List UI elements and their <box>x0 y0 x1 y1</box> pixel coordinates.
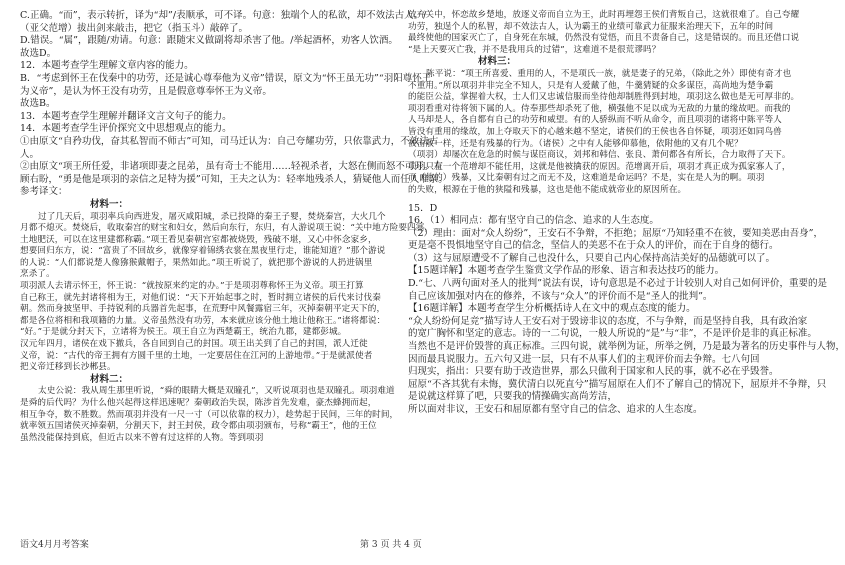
text-line: 因而最具说服力。五六句又进一层，只有不从事人们的主观评价而去争辩。七八句回 <box>408 353 760 365</box>
text-line: 当然也不是评价毁誉的真正标准。三四句说，就举例为证，所举之例，乃是最为著名的历史事件与人物， <box>408 341 845 353</box>
footer-title: 语文4月月考答案 <box>20 540 89 550</box>
material1-translation <box>20 211 434 374</box>
text-line: 陈平说：“项王所喜爱、重用的人，不是项氏一族，就是妻子的兄弟，（除此之外）即使有奇才也 <box>426 68 792 79</box>
material1-heading: 材料一： <box>90 198 129 210</box>
text-line: D.“七、八两句面对圣人的批判”说法有误，诗句意思是不必过于计较别人对自己如何评价，重要的是 <box>408 278 828 290</box>
text-line: 想要回归东方，说：“富贵了不回故乡，就像穿着锦绣衣裳在黑夜里行走，谁能知道？”那个游说 <box>20 246 386 257</box>
text-line: 最终使他的国家灭亡了，自身死在东城，仍然没有觉悟，而且不责备自己，这是错误的。而且还借口说 <box>408 33 800 44</box>
text-line: 朝。然而身披坚甲、手持锐利的兵器首先起事，在荒野中风餐露宿三年，灭掉秦朝平定天下的， <box>20 304 386 315</box>
text-line: 人。 <box>20 148 40 160</box>
text-line: 故选B。 <box>20 98 56 110</box>
text-line: 放弃关中，怀恋故乡楚地，放逐义帝而自立为王，此时再埋怨王侯们背叛自己，这就很难了。自己夸耀 <box>408 10 800 20</box>
answer-analysis-11-14 <box>20 10 448 199</box>
text-line: 虽然没能保持到底，但近古以来不曾有过这样的人物。等到项羽 <box>20 432 264 443</box>
text-line: 项羽派人去请示怀王，怀王说：“就按原来约定的办。”于是项羽尊称怀王为义帝。项王打算 <box>20 281 364 292</box>
text-line: ②由原文“项王所任爱，非诸项即妻之昆弟，虽有奇士不能用……轻视杀者，大怒在侧而怒不可开。左 <box>20 161 443 173</box>
text-line: 12．本题考查学生理解文章内容的能力。 <box>20 60 194 72</box>
text-line: 自己称王，就先封诸将相为王，对他们说：“天下开始起事之时，暂时拥立诸侯的后代来讨伐秦 <box>20 292 381 303</box>
text-line: 的人说：“人们都说楚人像猕猴戴帽子，果然如此。”项王听说了，就把那个游说的人扔进锅里 <box>20 257 373 268</box>
text-line: 故选D。 <box>20 47 57 59</box>
analysis-16 <box>408 303 845 416</box>
text-line: 顾右盼，“勇是他是项羽的亲信之足特为援”可知，王夫之认为：轻率地残杀人，猜疑他人而任人唯亲。 <box>20 173 448 185</box>
text-line: （亚父范增）拔出剑来敲击，把它（指玉斗）敲碎了。 <box>20 22 249 34</box>
text-line: B．“考虑到怀王在伐秦中的功劳，还是诚心尊奉他为义帝”错误，原文为“怀王虽无功”“羽阳尊怀王 <box>20 72 432 84</box>
text-line: 14．本题考查学生评价探究文中思想观点的能力。 <box>20 123 232 135</box>
material3-heading: 材料三： <box>478 56 517 68</box>
text-line: 是说就这样算了吧，只要我的情操确实高尚芳洁， <box>408 391 618 403</box>
text-line: 皆没有重用的缘故，加上夺取天下的心越来越不坚定，诸侯们的王侯也各自怀疑，项羽还如同鸟兽 <box>408 126 782 137</box>
text-line: 屈原“不吝其犹有未悔，冀伏清白以死直兮”描写屈原在人们不了解自己的情况下，屈原并不争辩，只 <box>408 378 827 390</box>
text-line: “众人纷纷何足竞”描写诗人王安石对于毁谤非议的态度，不与争辩，而是坚持自我，具有政治家 <box>408 315 808 327</box>
material2-heading: 材料二： <box>90 373 129 385</box>
text-line: 而（他的）残暴，又比秦朝有过之而无不及，这难道是命运吗？不是，实在是人为的啊。项羽 <box>408 173 765 184</box>
text-line: 不重用。”所以项羽并非完全不知人，只是有人爱戴了他，牛羹猜疑的众多谋臣，高尚地为楚争霸 <box>408 80 774 91</box>
text-line: 相互争夺，数不胜数。然而项羽并没有一尺一寸（可以依靠的权力），趁势起于民间，三年的时间， <box>20 409 399 420</box>
text-line: 就率领五国诸侯灭掉秦朝，分割天下，封王封侯，政令都由项羽颁布，号称“霸王”，他的王位 <box>20 421 377 432</box>
text-line: 【16题详解】本题考查学生分析概括诗人在文中的观点态度的能力。 <box>408 303 696 315</box>
material2-continued <box>408 10 800 56</box>
text-line: 过了几天后，项羽率兵向西进发，屠灭咸阳城，杀已投降的秦王子婴，焚烧秦宫，大火几个 <box>38 211 386 222</box>
answers-15-16 <box>408 202 823 266</box>
text-line: 为义帝”，是认为怀王没有功劳，且是假意尊奉怀王为义帝。 <box>20 85 272 97</box>
text-line: 义帝，说：“古代的帝王拥有方圆千里的土地，一定要居住在江河的上游地带。”于是就派使者 <box>20 350 373 361</box>
text-line: 16．（1）相同点：都有坚守自己的信念、追求的人生态度。 <box>408 215 659 227</box>
text-line: 参考译文： <box>20 186 68 198</box>
text-line: 都是各位将相和我项籍的力量。义帝虽然没有功劳，本来就应该分他土地让他称王。”诸将都说： <box>20 315 386 326</box>
text-line: 【15题详解】本题考查学生鉴赏文学作品的形象、语言和表达技巧的能力。 <box>408 265 725 277</box>
text-line: 更是毫不畏惧地坚守自己的信念，坚信人的美恶不在于众人的评价，而在于自身的德行。 <box>408 240 779 252</box>
material3-translation <box>408 68 800 197</box>
text-line: “是上天要灭亡我，并不是我用兵的过错”，这难道不是很荒谬吗？ <box>408 44 661 55</box>
page-number: 第 3 页 共 4 页 <box>360 540 422 550</box>
text-line: 自己应该加强对内在的修养，不该与“众人”的评价而不是“圣人的批判”。 <box>408 290 713 302</box>
page-footer <box>0 537 800 553</box>
text-line: 15．D <box>408 202 438 214</box>
text-line: 13．本题考查学生理解并翻译文言文句子的能力。 <box>20 110 232 122</box>
text-line: 太史公说：我从周生那里听说，“舜的眼睛大概是双瞳孔”，又听说项羽也是双瞳孔。项羽难道 <box>38 386 395 397</box>
text-line: “好。”于是就分封天下，立诸将为侯王。项王自立为西楚霸王，统治九郡，建都彭城。 <box>20 327 347 338</box>
text-line: 的失败，根源在于他的狭隘和残暴，这也是他不能成就帝业的原因所在。 <box>408 184 687 195</box>
text-line: （项羽）却屡次在危急的时候与谋臣商议，刘邦和韩信、张良、萧何都各有所长，合力取得了天下。 <box>408 150 791 161</box>
material2-translation <box>20 386 399 444</box>
text-line: 功劳，独逞个人的私智，却不效法古人，认为霸王的业绩可靠武力征服来治理天下，五年的时间 <box>408 21 774 32</box>
text-line: 被击散一样，还是有残暴的行为。（诸侯）之中有人能够仰慕他，依附他的又有几个呢？ <box>408 138 743 149</box>
text-line: 月都不熄灭。焚烧后，收取秦宫的财宝和妇女，然后向东行，东归，有人游说项王说：“关中地方险要四塞， <box>20 223 434 234</box>
text-line: 所以面对非议，王安石和屈原都有坚守自己的信念、追求的人生态度。 <box>408 404 703 415</box>
right-column <box>408 10 845 522</box>
text-line: 的能臣公益，掌握着大权，士人们又忠诚信服而坐待他却制胜得到封地，项羽这么做也是无可厚非的。 <box>408 92 800 103</box>
text-line: 项羽只有一个范增却不能任用，这就是他被擒获的原因。范增离开后，项羽才真正成为孤家寡人了， <box>408 161 791 172</box>
text-line: 汉元年四月，诸侯在戏下撤兵，各自回到自己的封国。项王出关到了自己的封国，派人迁徙 <box>20 339 368 350</box>
text-line: 土地肥沃，可以在这里建都称霸。”项王看见秦朝宫室都被烧毁，残破不堪，又心中怀念家乡， <box>20 234 377 245</box>
text-line: 的宽广胸怀和坚定的意志。诗的一二句说，一般人所说的“是”与“非”，不是评价是非的真正标准。 <box>408 328 817 340</box>
text-line: （2）理由：面对“众人纷纷”，王安石不争辩，不拒绝；屈原“乃知轻重不在彼，要知美恶由吾身”， <box>408 227 823 239</box>
text-line: ①由原文“自矜功伐，奋其私智而不师古”可知，司马迁认为：自己夸耀功劳，只依靠武力，不效法古 <box>20 135 439 147</box>
analysis-15 <box>408 265 828 303</box>
text-line: 把义帝迁移到长沙郴县。 <box>20 362 116 373</box>
text-line: 归现实，指出：只要有助于改造世界，那么只做利于国家和人民的事，就不必在乎毁誉。 <box>408 366 779 378</box>
text-line: 烹杀了。 <box>20 269 55 280</box>
text-line: 是舜的后代吗？为什么他兴起得这样迅速呢？秦朝政治失误，陈涉首先发难，豪杰蜂拥而起， <box>20 398 377 408</box>
text-line: C.正确。“而”，表示转折，译为“却”/表顺承，可不译。句意：独端个人的私欲，却不效法古人。/ <box>20 10 427 21</box>
text-line: 项羽看重对待将领下属的人。侍奉那些却杀死了他，横强他不足以成为无敌的力量的缘故吧。而我的 <box>408 103 791 114</box>
text-line: （3）这与屈原遭受不了解自己也没什么，只要自己内心保持高洁美好的品德就可以了。 <box>408 252 776 264</box>
text-line: D.错误。“属”，跟随/劝请。句意：跟随宋义做副将却杀害了他。/举起酒杯，劝客人饮酒。 <box>20 35 398 47</box>
text-line: 人马却是人，各自都有自己的功劳和威望。有的人骄纵而不听从命令，而且项羽的诸将中陈平等人 <box>408 115 782 126</box>
